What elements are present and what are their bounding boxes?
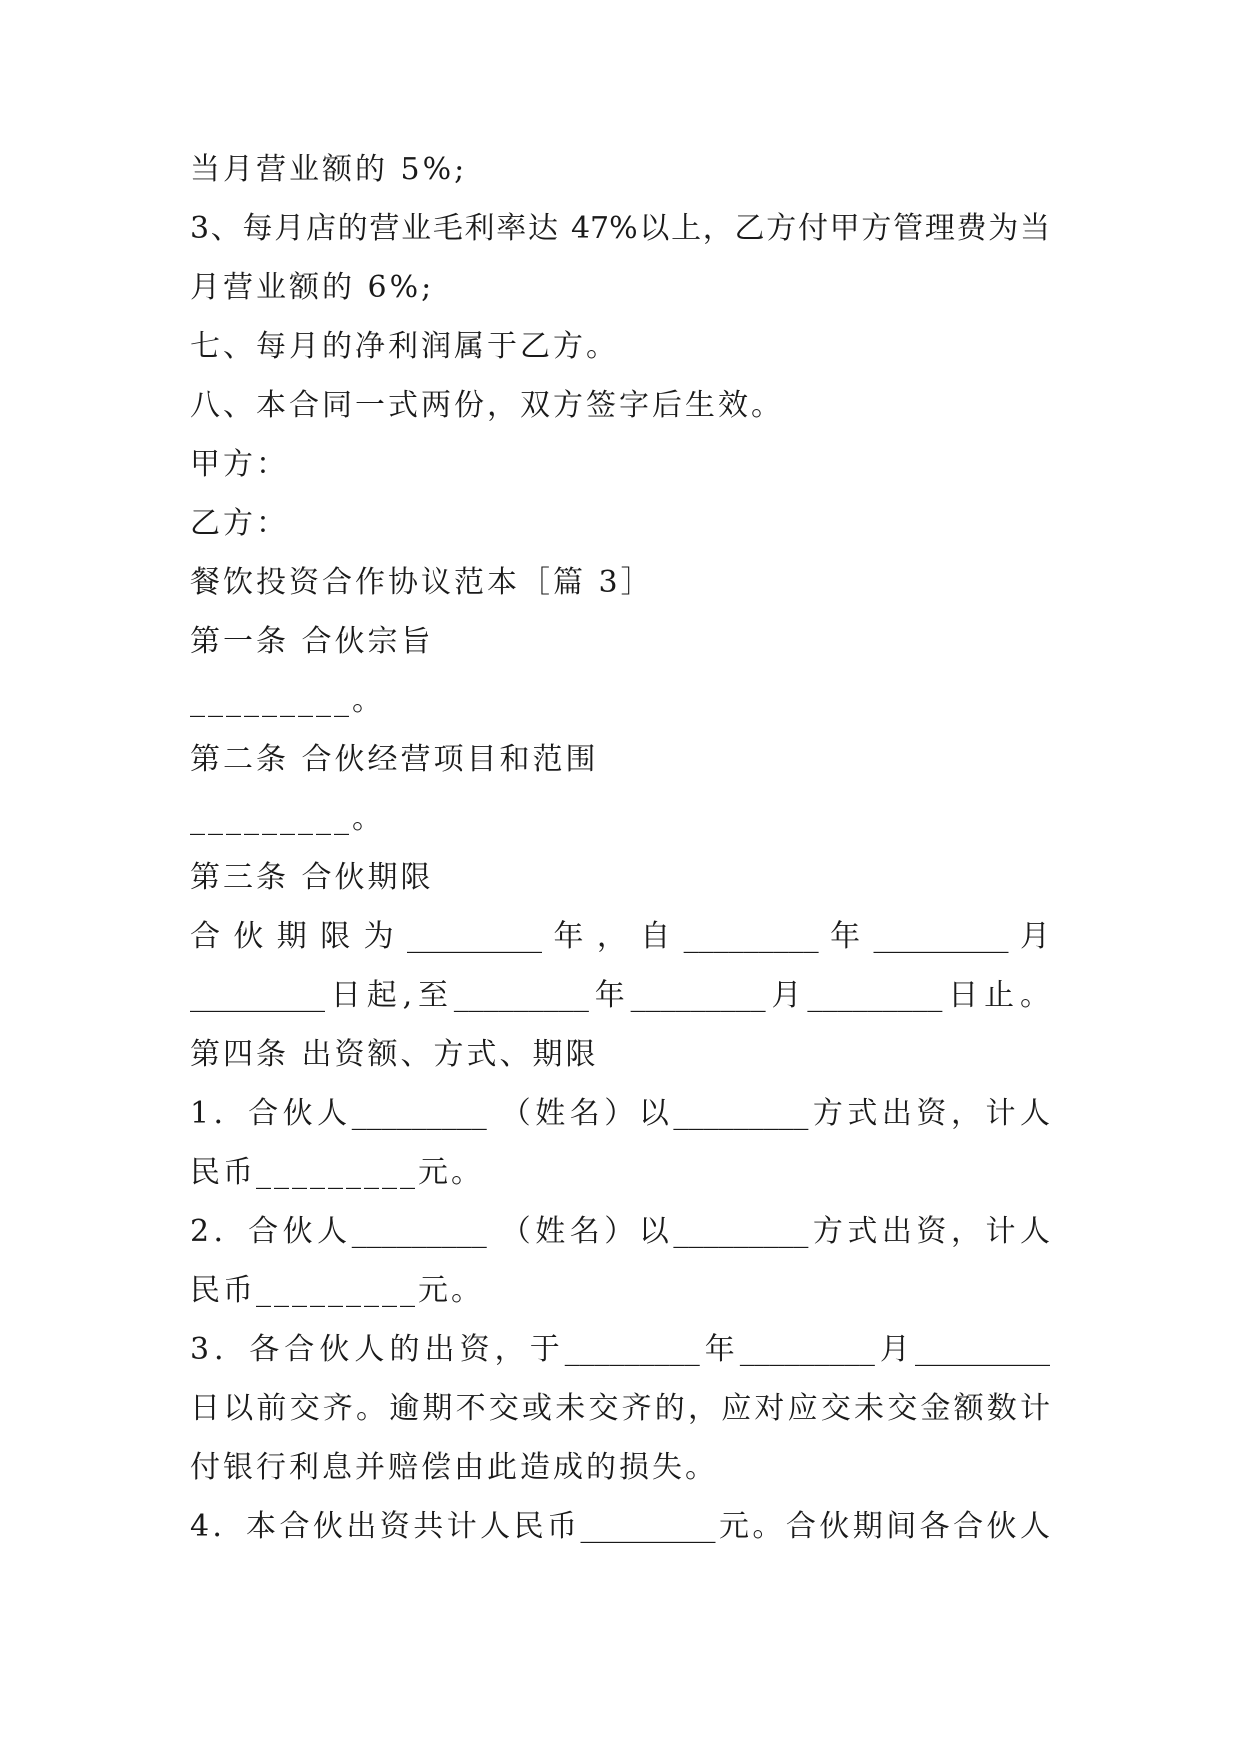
text-line: 民币_________元。 [190, 1273, 484, 1308]
section-title: 餐饮投资合作协议范本［篇 3］ [190, 565, 654, 600]
text-line: 4．本合伙出资共计人民币_________元。合伙期间各合伙人 [190, 1509, 1050, 1544]
article-heading: 第二条 合伙经营项目和范围 [190, 742, 599, 777]
text-line: 日以前交齐。逾期不交或未交齐的，应对应交未交金额数计 [190, 1391, 1050, 1426]
text-line: 当月营业额的 5%; [190, 152, 468, 187]
text-line: 3、每月店的营业毛利率达 47%以上，乙方付甲方管理费为当 [190, 211, 1050, 246]
text-line: 合 伙 期 限 为 _________ 年 ， 自 _________ 年 _________ 月 [190, 919, 1050, 954]
text-line: 付银行利息并赔偿由此造成的损失。 [190, 1450, 718, 1485]
text-line: 民币_________元。 [190, 1155, 484, 1190]
text-line: 2．合伙人_________ （姓名）以_________方式出资，计人 [190, 1214, 1050, 1249]
article-heading: 第四条 出资额、方式、期限 [190, 1037, 599, 1072]
text-line: _________日起,至_________年_________月_________日止。 [190, 978, 1050, 1013]
party-b-label: 乙方： [190, 506, 289, 541]
text-line: 八、本合同一式两份，双方签字后生效。 [190, 388, 784, 423]
party-a-label: 甲方： [190, 447, 289, 482]
text-line: 1．合伙人_________ （姓名）以_________方式出资，计人 [190, 1096, 1050, 1131]
blank-line: _________。 [190, 801, 385, 836]
article-heading: 第三条 合伙期限 [190, 860, 434, 895]
text-line: 月营业额的 6%; [190, 270, 435, 305]
article-heading: 第一条 合伙宗旨 [190, 624, 434, 659]
blank-line: _________。 [190, 683, 385, 718]
text-line: 3．各合伙人的出资，于_________年_________月_________ [190, 1332, 1050, 1367]
text-line: 七、每月的净利润属于乙方。 [190, 329, 619, 364]
